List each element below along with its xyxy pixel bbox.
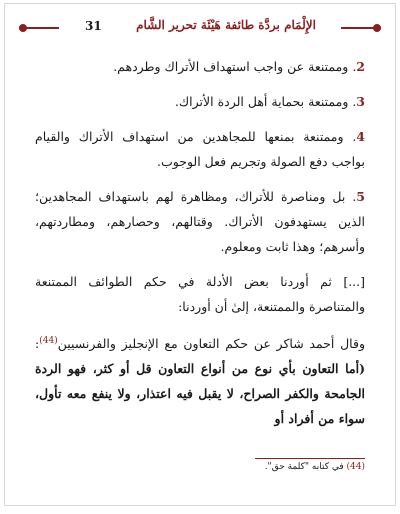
header-ornament-dot-right	[373, 24, 381, 32]
footnote	[35, 462, 365, 472]
item-text: . وممتنعة عن واجب استهداف الأتراك وطردهم.	[113, 59, 357, 74]
shakir-quote	[35, 329, 365, 431]
page-body	[35, 54, 365, 441]
list-item	[35, 184, 365, 259]
list-item	[35, 89, 365, 114]
quote-intro: [...] ثم أوردنا بعض الأدلة في حكم الطوائف الممتنعة والمتناصرة والممتنعة، إلىٰ أن أوردنا:	[35, 274, 365, 314]
footnote-reference[interactable]: (44)	[39, 336, 58, 346]
book-page	[4, 3, 396, 506]
footnote-text: في كتابه "كلمة حق".	[264, 462, 347, 472]
running-title: الإِلْمَام بردَّة طائفة هَيْئَة تحرير الشَّام	[136, 18, 316, 32]
footnote-number: (44)	[346, 462, 365, 472]
item-number: 4	[356, 129, 365, 144]
footnote-rule	[255, 458, 365, 459]
item-text: . بل ومناصرة للأتراك، ومظاهرة لهم باستهداف المجاهدين؛ الذين يستهدفون الأتراك. وقتالهم، وحصارهم، ومطاردتهم، وأسرهم؛ وهذا ثابت ومعلوم.	[35, 189, 365, 254]
item-text: . وممتنعة بحماية أهل الردة الأتراك.	[174, 94, 357, 109]
list-item	[35, 54, 365, 79]
quote-lead: وقال أحمد شاكر عن حكم التعاون مع الإنجليز والفرنسيين	[57, 336, 365, 352]
list-item	[35, 124, 365, 174]
page-number: 31	[85, 19, 102, 33]
item-number: 5	[356, 189, 365, 204]
quote-colon: :	[35, 336, 40, 352]
item-number: 3	[356, 94, 365, 109]
header-rule-left	[19, 27, 59, 29]
item-text: . وممتنعة بمنعها للمجاهدين من استهداف الأتراك والقيام بواجب دفع الصولة وتجريم فعل الوجوب.	[35, 129, 365, 169]
item-number: 2	[356, 59, 365, 74]
quote-bold-text: (أما التعاون بأي نوع من أنواع التعاون قل أو كثر، فهو الردة الجامحة والكفر الصراح، لا يقبل فيه اعتذار، ولا ينفع معه تأول، سواء من أفراد أو	[35, 361, 365, 427]
page-header	[19, 16, 381, 40]
